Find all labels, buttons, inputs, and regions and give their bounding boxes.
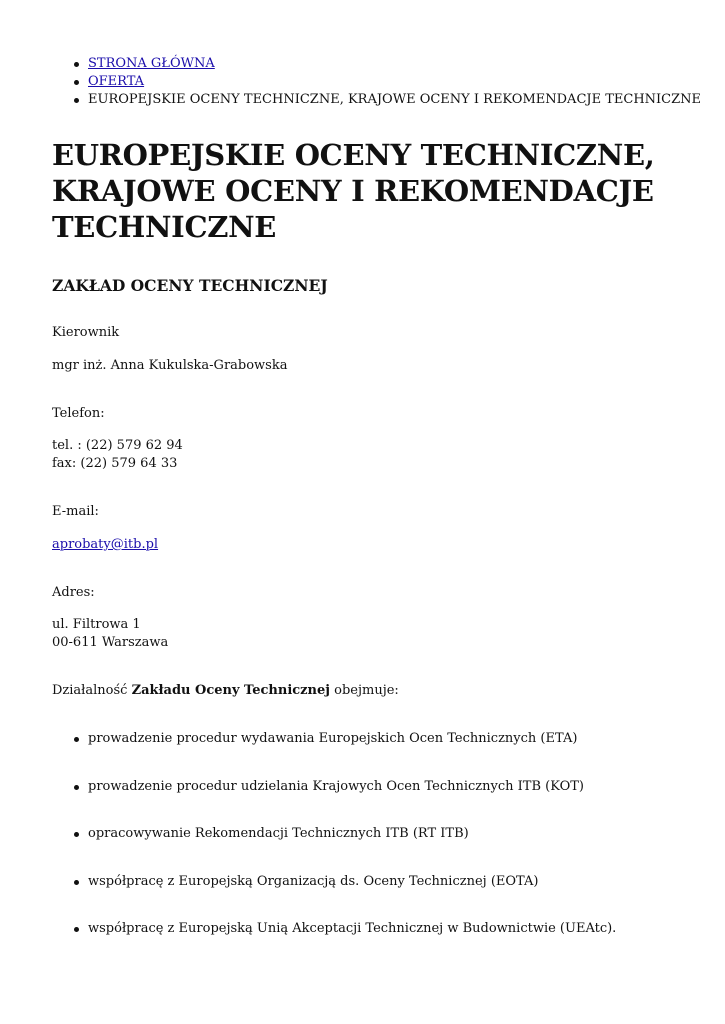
- page-title-line-1: EUROPEJSKIE OCENY TECHNICZNE,: [52, 138, 655, 172]
- page-title: [52, 137, 672, 245]
- address-label: Adres:: [52, 585, 95, 600]
- breadcrumb-link-offer[interactable]: OFERTA: [88, 74, 145, 89]
- page-title-line-3: TECHNICZNE: [52, 210, 277, 244]
- page-title-line-2: KRAJOWE OCENY I REKOMENDACJE: [52, 174, 654, 208]
- activity-intro-suffix: obejmuje:: [329, 683, 399, 698]
- breadcrumb-item-home: [74, 55, 701, 73]
- activity-list-item: prowadzenie procedur wydawania Europejskich Ocen Technicznych (ETA): [74, 730, 616, 748]
- breadcrumb: [74, 55, 701, 109]
- manager-label: Kierownik: [52, 325, 120, 340]
- breadcrumb-item-current: [74, 91, 701, 109]
- email-paragraph: [52, 536, 158, 554]
- manager-name: mgr inż. Anna Kukulska-Grabowska: [52, 358, 288, 373]
- activity-list-item: prowadzenie procedur udzielania Krajowych Ocen Technicznych ITB (KOT): [74, 778, 616, 796]
- section-title: ZAKŁAD OCENY TECHNICZNEJ: [52, 276, 328, 295]
- activity-intro: [52, 682, 399, 700]
- activity-intro-bold: Zakładu Oceny Technicznej: [131, 683, 330, 698]
- address-street: ul. Filtrowa 1: [52, 617, 141, 632]
- email-label: E-mail:: [52, 504, 99, 519]
- activity-intro-prefix: Działalność: [52, 683, 132, 698]
- phone-label: Telefon:: [52, 406, 105, 421]
- breadcrumb-link-home[interactable]: STRONA GŁÓWNA: [88, 56, 215, 71]
- activity-list-item: współpracę z Europejską Organizacją ds. Oceny Technicznej (EOTA): [74, 873, 616, 891]
- activity-list: [74, 730, 616, 968]
- phone-fax: fax: (22) 579 64 33: [52, 456, 178, 471]
- activity-list-item: opracowywanie Rekomendacji Technicznych ITB (RT ITB): [74, 825, 616, 843]
- address-city: 00-611 Warszawa: [52, 635, 169, 650]
- breadcrumb-current-label: EUROPEJSKIE OCENY TECHNICZNE, KRAJOWE OCENY I REKOMENDACJE TECHNICZNE: [88, 92, 702, 107]
- breadcrumb-item-offer: [74, 73, 701, 91]
- email-link[interactable]: aprobaty@itb.pl: [52, 537, 159, 552]
- activity-list-item: współpracę z Europejską Unią Akceptacji Technicznej w Budownictwie (UEAtc).: [74, 920, 616, 938]
- phone-tel: tel. : (22) 579 62 94: [52, 438, 183, 453]
